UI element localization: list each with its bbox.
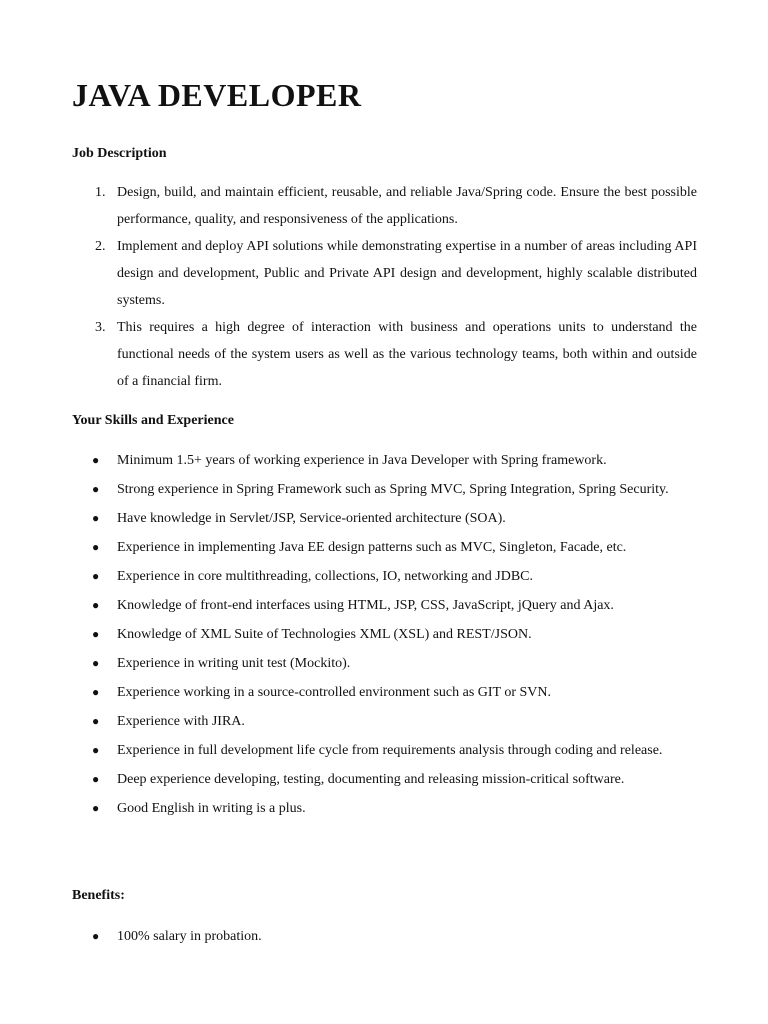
list-item [72,923,697,950]
bullet-icon: ● [92,801,100,815]
list-item-text: Strong experience in Spring Framework such as Spring MVC, Spring Integration, Spring Security. [117,482,669,497]
bullet-icon: ● [92,569,100,583]
list-item-text: Good English in writing is a plus. [117,801,306,816]
list-item-text: Deep experience developing, testing, documenting and releasing mission-critical software. [117,772,625,787]
list-item [72,563,697,590]
list-number: 3. [95,320,106,335]
page-title: JAVA DEVELOPER [72,77,362,113]
list-item-text: Experience in implementing Java EE design patterns such as MVC, Singleton, Facade, etc. [117,540,627,555]
list-item [72,795,697,822]
skills-list [72,447,697,824]
bullet-icon: ● [92,627,100,641]
list-item-text: 100% salary in probation. [117,929,262,944]
list-item [72,679,697,706]
bullet-icon: ● [92,453,100,467]
list-item-text: Have knowledge in Servlet/JSP, Service-oriented architecture (SOA). [117,511,506,526]
skills-heading: Your Skills and Experience [72,413,234,428]
list-number: 1. [95,185,106,200]
list-item-text: Experience in full development life cycle from requirements analysis through coding and release. [117,743,663,758]
list-item-text: Experience in writing unit test (Mockito). [117,656,351,671]
bullet-icon: ● [92,685,100,699]
bullet-icon: ● [92,482,100,496]
list-item [72,534,697,561]
list-item [72,650,697,677]
list-item-text: Knowledge of front-end interfaces using HTML, JSP, CSS, JavaScript, jQuery and Ajax. [117,598,614,613]
bullet-icon: ● [92,929,100,943]
bullet-icon: ● [92,656,100,670]
list-item-text: Design, build, and maintain efficient, reusable, and reliable Java/Spring code. Ensure the best possible performance, quality, and responsiveness of the applications. [117,185,697,227]
bullet-icon: ● [92,743,100,757]
bullet-icon: ● [92,714,100,728]
list-item-text: Knowledge of XML Suite of Technologies XML (XSL) and REST/JSON. [117,627,532,642]
list-item-text: Experience with JIRA. [117,714,245,729]
bullet-icon: ● [92,540,100,554]
bullet-icon: ● [92,772,100,786]
list-item [72,621,697,648]
list-item-text: Experience in core multithreading, collections, IO, networking and JDBC. [117,569,534,584]
list-item [72,766,697,793]
job-description-heading: Job Description [72,146,167,161]
list-item [72,737,697,764]
list-item-text: Implement and deploy API solutions while demonstrating expertise in a number of areas including API design and development, Public and Private API design and development, highly scalable distributed systems. [117,239,697,308]
list-number: 2. [95,239,106,254]
list-item [72,505,697,532]
benefits-heading: Benefits: [72,888,125,903]
list-item [72,476,697,503]
list-item [72,592,697,619]
list-item [72,233,697,314]
list-item-text: Experience working in a source-controlled environment such as GIT or SVN. [117,685,552,700]
list-item-text: Minimum 1.5+ years of working experience in Java Developer with Spring framework. [117,453,607,468]
list-item [72,314,697,395]
job-description-list [72,179,697,395]
benefits-list [72,923,697,950]
list-item [72,708,697,735]
bullet-icon: ● [92,511,100,525]
list-item-text: This requires a high degree of interaction with business and operations units to understand the functional needs of the system users as well as the various technology teams, both within and outside of a financial firm. [117,320,697,389]
list-item [72,447,697,474]
list-item [72,179,697,233]
bullet-icon: ● [92,598,100,612]
